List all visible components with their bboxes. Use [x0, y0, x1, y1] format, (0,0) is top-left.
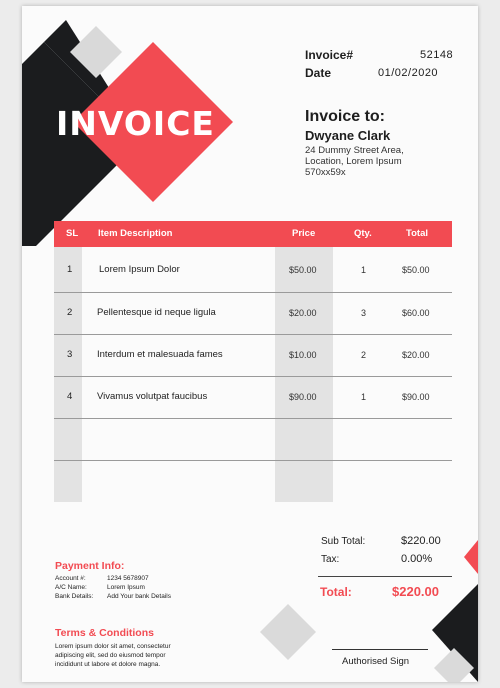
row-description: Vivamus volutpat faucibus — [97, 391, 208, 402]
row-qty: 1 — [361, 265, 367, 275]
terms-line: adipiscing elit, sed do eiusmod tempor — [55, 652, 166, 659]
subtotal-value: $220.00 — [401, 535, 441, 547]
row-price: $90.00 — [289, 392, 317, 402]
header-sl: SL — [66, 228, 79, 239]
row-description: Pellentesque id neque ligula — [97, 307, 216, 318]
sl-column-shade — [54, 247, 82, 502]
row-qty: 3 — [361, 308, 367, 318]
payment-label: Account #: — [55, 575, 86, 582]
row-divider — [54, 334, 452, 335]
row-total: $60.00 — [402, 308, 430, 318]
row-price: $20.00 — [289, 308, 317, 318]
terms-line: Lorem ipsum dolor sit amet, consectetur — [55, 643, 171, 650]
signature-line — [332, 649, 428, 650]
invoice-number-label: Invoice# — [305, 48, 354, 62]
invoice-to-title: Invoice to: — [305, 108, 386, 125]
price-column-shade — [275, 247, 333, 502]
row-sl: 4 — [67, 391, 73, 402]
terms-title: Terms & Conditions — [55, 627, 154, 639]
row-divider — [54, 292, 452, 293]
row-description: Interdum et malesuada fames — [97, 349, 223, 360]
payment-value: Lorem Ipsum — [107, 584, 145, 591]
payment-label: A/C Name: — [55, 584, 87, 591]
row-description: Lorem Ipsum Dolor — [99, 264, 180, 275]
header-description: Item Description — [98, 228, 173, 239]
invoice-page — [22, 6, 478, 682]
row-qty: 1 — [361, 392, 367, 402]
authorised-sign: Authorised Sign — [342, 656, 410, 667]
subtotal-label: Sub Total: — [321, 536, 366, 547]
row-price: $10.00 — [289, 350, 317, 360]
invoice-date: 01/02/2020 — [378, 67, 439, 79]
invoice-title: INVOICE — [56, 104, 215, 143]
payment-label: Bank Details: — [55, 593, 94, 600]
payment-value: Add Your bank Details — [107, 593, 171, 600]
row-price: $50.00 — [289, 265, 317, 275]
row-divider — [54, 460, 452, 461]
payment-value: 1234 5678907 — [107, 575, 149, 582]
row-total: $50.00 — [402, 265, 430, 275]
address-line: 24 Dummy Street Area, — [305, 145, 404, 156]
row-sl: 3 — [67, 349, 73, 360]
tax-value: 0.00% — [401, 553, 433, 565]
date-label: Date — [305, 66, 332, 80]
row-divider — [54, 376, 452, 377]
row-total: $90.00 — [402, 392, 430, 402]
header-price: Price — [292, 228, 316, 239]
payment-info-title: Payment Info: — [55, 560, 125, 572]
header-qty: Qty. — [354, 228, 372, 239]
tax-label: Tax: — [321, 554, 340, 565]
total-value: $220.00 — [392, 584, 439, 599]
terms-line: incididunt ut labore et dolore magna. — [55, 661, 161, 668]
row-total: $20.00 — [402, 350, 430, 360]
row-sl: 1 — [67, 264, 73, 275]
address-line: 570xx59x — [305, 167, 346, 178]
row-qty: 2 — [361, 350, 367, 360]
total-label: Total: — [320, 585, 352, 599]
row-divider — [54, 418, 452, 419]
table-header — [54, 221, 452, 247]
customer-name: Dwyane Clark — [305, 128, 391, 143]
row-sl: 2 — [67, 307, 73, 318]
invoice-number: 52148 — [420, 49, 454, 61]
address-line: Location, Lorem Ipsum — [305, 156, 402, 167]
header-total: Total — [406, 228, 428, 239]
